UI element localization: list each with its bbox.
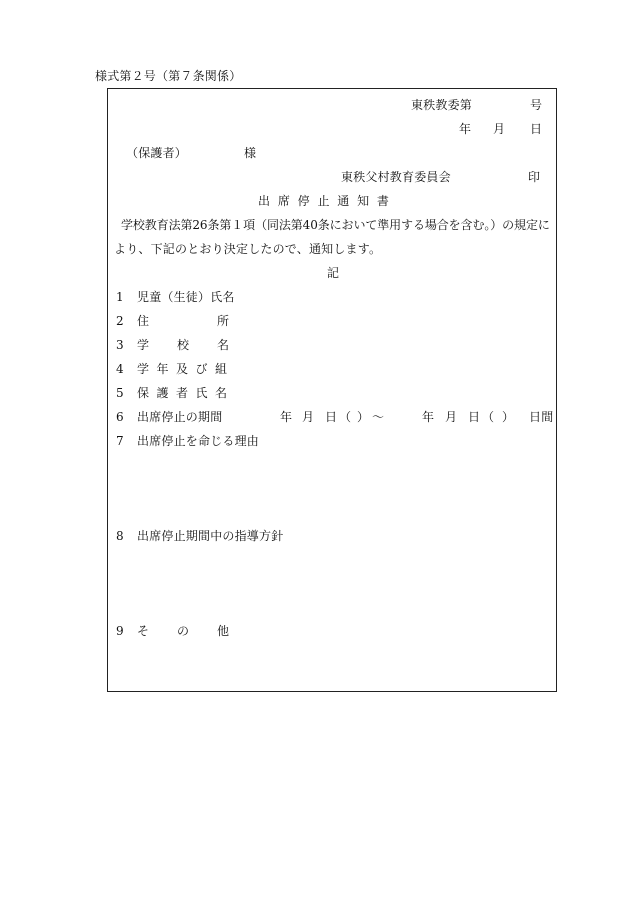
item-9-label: その他 <box>137 624 258 638</box>
issuer-seal: 印 <box>528 170 541 184</box>
period-start-month: 月 <box>302 410 315 424</box>
item-6-number: 6 <box>116 410 124 424</box>
item-5-label: 保護者氏名 <box>137 386 235 400</box>
item-2-number: 2 <box>116 314 124 328</box>
issuer-name: 東秩父村教育委員会 <box>341 170 451 184</box>
item-4-label: 学年及び組 <box>137 362 235 376</box>
date-month: 月 <box>493 122 506 136</box>
item-4-number: 4 <box>116 362 124 376</box>
item-6-label: 出席停止の期間 <box>137 410 223 424</box>
item-5-number: 5 <box>116 386 124 400</box>
period-start-day: 日（ <box>325 410 354 424</box>
recipient-guardian: （保護者） <box>126 146 188 160</box>
period-end-day: 日（ <box>468 410 497 424</box>
date-year: 年 <box>459 122 472 136</box>
item-1-number: 1 <box>116 290 124 304</box>
period-start-year: 年 <box>280 410 293 424</box>
doc-number-prefix: 東秩教委第 <box>411 98 473 112</box>
date-day: 日 <box>530 122 543 136</box>
item-7-number: 7 <box>116 434 124 448</box>
item-9-number: 9 <box>116 624 124 638</box>
item-2-label: 住所 <box>137 314 298 328</box>
item-3-label: 学校名 <box>137 338 258 352</box>
item-8-number: 8 <box>116 529 124 543</box>
period-end-year: 年 <box>422 410 435 424</box>
period-end-month: 月 <box>445 410 458 424</box>
period-days: 日間 <box>529 410 554 424</box>
item-3-number: 3 <box>116 338 124 352</box>
period-end-close: ） <box>502 410 515 424</box>
body-line-1: 学校教育法第26条第１項（同法第40条において準用する場合を含む。）の規定に <box>121 218 550 232</box>
recipient-honorific: 様 <box>244 146 257 160</box>
item-1-label: 児童（生徒）氏名 <box>137 290 235 304</box>
item-8-label: 出席停止期間中の指導方針 <box>137 529 284 543</box>
body-line-2: より、下記のとおり決定したので、通知します。 <box>114 242 382 256</box>
item-7-label: 出席停止を命じる理由 <box>137 434 260 448</box>
form-label: 様式第２号（第７条関係） <box>95 69 242 83</box>
document-title: 出 席 停 止 通 知 書 <box>258 194 391 208</box>
ki-heading: 記 <box>327 266 340 280</box>
doc-number-suffix: 号 <box>530 98 543 112</box>
period-tilde: 〜 <box>372 410 385 424</box>
period-start-close: ） <box>357 410 370 424</box>
